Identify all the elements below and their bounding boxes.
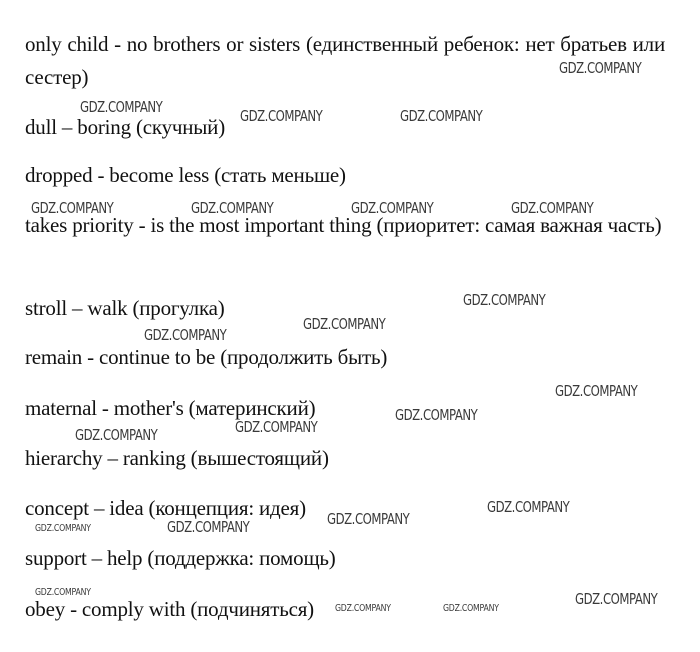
vocab-entry-support: support – help (поддержка: помощь) (25, 546, 336, 570)
watermark: GDZ.COMPANY (31, 199, 114, 217)
watermark: GDZ.COMPANY (75, 426, 158, 444)
watermark: GDZ.COMPANY (235, 418, 318, 436)
watermark: GDZ.COMPANY (240, 107, 323, 125)
vocab-entry-dull: dull – boring (скучный) (25, 115, 226, 139)
watermark: GDZ.COMPANY (167, 518, 250, 536)
vocab-entry-hierarchy: hierarchy – ranking (вышестоящий) (25, 446, 329, 470)
vocab-entry-obey: obey - comply with (подчиняться) (25, 597, 314, 621)
watermark: GDZ.COMPANY (575, 590, 658, 608)
watermark: GDZ.COMPANY (35, 523, 91, 534)
watermark: GDZ.COMPANY (487, 498, 570, 516)
watermark: GDZ.COMPANY (463, 291, 546, 309)
vocab-entry-concept: concept – idea (концепция: идея) (25, 496, 306, 520)
watermark: GDZ.COMPANY (400, 107, 483, 125)
watermark: GDZ.COMPANY (327, 510, 410, 528)
watermark: GDZ.COMPANY (511, 199, 594, 217)
watermark: GDZ.COMPANY (395, 406, 478, 424)
vocab-entry-stroll: stroll – walk (прогулка) (25, 296, 225, 320)
vocab-entry-maternal: maternal - mother's (материнский) (25, 396, 316, 420)
watermark: GDZ.COMPANY (335, 603, 391, 614)
vocab-entry-dropped: dropped - become less (стать меньше) (25, 163, 346, 187)
watermark: GDZ.COMPANY (351, 199, 434, 217)
watermark: GDZ.COMPANY (303, 315, 386, 333)
watermark: GDZ.COMPANY (559, 59, 642, 77)
vocab-entry-remain: remain - continue to be (продолжить быть) (25, 345, 388, 369)
watermark: GDZ.COMPANY (555, 382, 638, 400)
watermark: GDZ.COMPANY (443, 603, 499, 614)
vocab-entry-only-child: only child - no brothers or sisters (единственный ребенок: нет братьев или сестер) (25, 32, 665, 89)
watermark: GDZ.COMPANY (144, 326, 227, 344)
vocab-entry-takes-priority: takes priority - is the most important thing (приоритет: самая важная часть) (25, 213, 662, 237)
watermark: GDZ.COMPANY (80, 98, 163, 116)
watermark: GDZ.COMPANY (191, 199, 274, 217)
watermark: GDZ.COMPANY (35, 587, 91, 598)
